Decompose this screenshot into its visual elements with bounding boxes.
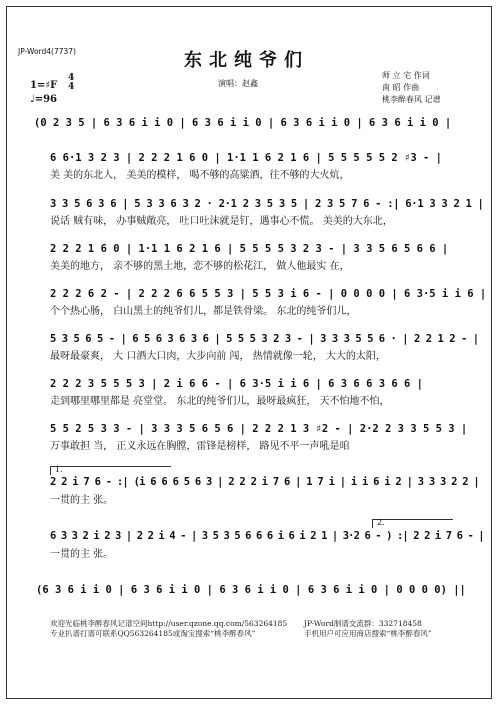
transcriber-credit: 桃李醉春风 记谱 bbox=[382, 95, 441, 104]
score-row-1: (0 2 3 5 | 6 3 6 i i 0 | 6 3 6 i i 0 | 6 3 6 i i 0 | 6 3 6 i i 0 | bbox=[34, 117, 452, 129]
lyric-row-5: 个个热心肠， 白山黑土的纯爷们儿，都是铁骨梁。 东北的纯爷们儿， bbox=[50, 306, 357, 317]
time-denominator: 4 bbox=[68, 82, 75, 92]
score-row-11: (6 3 6 i i 0 | 6 3 6 i i 0 | 6 3 6 i i 0 | 6 3 6 i i 0 | 0 0 0 0) || bbox=[36, 584, 466, 596]
lyric-row-6: 最呀最豪爽， 大 口酒大口肉，大步向前 闯， 热情就像一轮， 大大的太阳， bbox=[50, 351, 386, 362]
volta-2-label: 2. bbox=[377, 518, 385, 527]
volta-1-label: 1. bbox=[55, 465, 63, 474]
lyric-row-2: 美 美的东北人， 美美的模样， 喝不够的高粱酒，往不够的大火炕， bbox=[50, 170, 350, 181]
score-row-9: 2 2 i 7 6 - :| (i 6 6 6 5 6 3 | 2 2 2 i 7 6 | 1 7 i | i i 6 i 2 | 3 3 3 2 2 | bbox=[50, 476, 480, 488]
lyric-row-9: 一贯的主 张。 bbox=[50, 495, 114, 506]
score-row-2: 6 6·1 3 2 3 | 2 2 2 1 6 0 | 1·1 1 6 2 1 6 | 5 5 5 5 5 2 ♯3 - | bbox=[50, 152, 442, 164]
page-title: 东北纯爷们 bbox=[184, 50, 309, 71]
footer-group-line: JP-Word制谱交流群：332718458 bbox=[304, 619, 422, 628]
score-row-8: 5 5 2 5 3 3 - | 3 3 3 5 6 5 6 | 2 2 2 1 3 ♯2 - | 2·2 2 3 3 5 5 3 | bbox=[50, 423, 468, 435]
footer-mobile-line: 手机用户可应用商店搜索“桃李醉春风” bbox=[304, 629, 432, 638]
key-signature: 1=♯F bbox=[30, 80, 58, 91]
score-row-4: 2 2 2 1 6 0 | 1·1 1 6 2 1 6 | 5 5 5 5 3 2 3 - | 3 3 5 6 5 6 6 | bbox=[50, 243, 449, 255]
lyric-row-4: 美美的地方， 亲不够的黑土地，恋不够的松花江， 做人他最实 在， bbox=[50, 261, 350, 272]
lyric-row-10: 一贯的主 张。 bbox=[50, 549, 114, 560]
score-row-6: 5 3 5 6 5 - | 6 5 6 3 6 3 6 | 5 5 5 3 2 3 - | 3 3 3 5 5 6 · | 2 2 1 2 - | bbox=[50, 333, 479, 345]
footer-contact-line: 专业扒谱打谱可联系QQ563264185或淘宝搜索“桃李醉春风” bbox=[50, 629, 256, 638]
score-row-10: 6 3 3 2 i 2 3 | 2 2 i 4 - | 3 5 3 5 6 6 6 i 6 i 2 1 | 3·2 6 - ) :| 2 2 i 7 6 - | bbox=[50, 530, 484, 542]
lyric-row-3: 说话 贼有味， 办事贼敞亮， 吐口吐沫就是钉，遇事心不慌。 美美的大东北， bbox=[50, 216, 393, 227]
singer-credit: 演唱：赵鑫 bbox=[218, 79, 258, 88]
time-signature bbox=[68, 74, 74, 92]
score-row-7: 2 2 2 3 5 5 5 3 | 2 i 6 6 - | 6 3·5 i i 6 | 6 3 6 6 3 6 6 | bbox=[50, 378, 423, 390]
lyric-row-7: 走到哪里哪里都是 亮堂堂。 东北的纯爷们儿，最呀最疯狂， 天不怕地不怕， bbox=[50, 396, 390, 407]
score-row-5: 2 2 2 6 2 - | 2 2 2 6 6 5 5 3 | 5 5 3 i 6 - | 0 0 0 0 | 6 3·5 i i 6 | bbox=[50, 288, 487, 300]
tempo-mark: ♩=96 bbox=[30, 94, 58, 105]
score-row-3: 3 3 5 6 3 6 | 5 3 3 6 3 2 · 2·1 2 3 5 3 5 | 2 3 5 7 6 - :| 6·1 3 3 2 1 | bbox=[50, 198, 484, 210]
composer-credit: 南 昭 作曲 bbox=[382, 83, 420, 92]
time-numerator: 4 bbox=[68, 73, 75, 83]
footer-link-line: 欢迎光临桃李醉春风记谱空间http://user.qzone.qq.com/563264185 bbox=[50, 619, 288, 628]
doc-id: JP-Word4(7737) bbox=[18, 47, 76, 56]
lyricist-credit: 师 立 宅 作词 bbox=[382, 71, 430, 80]
volta-1-bracket bbox=[50, 466, 171, 475]
lyric-row-8: 万事敢担 当， 正义永远在胸膛，雷锋是榜样， 路见不平一声吼是咱 bbox=[50, 441, 350, 452]
